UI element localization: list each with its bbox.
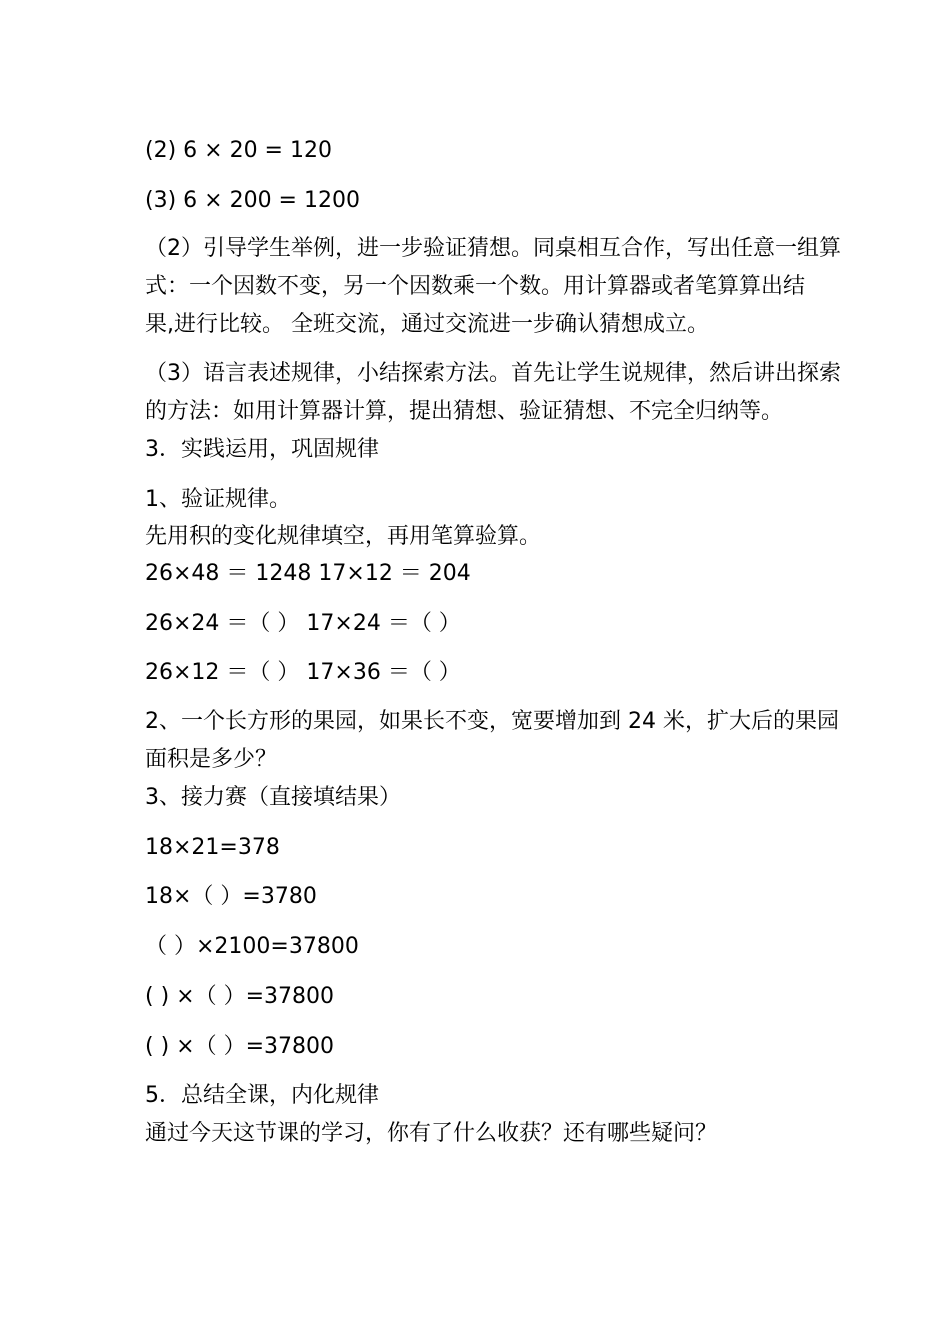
exercise-1-row-2: 26×24 ＝（ ） 17×24 ＝（ ） [145, 611, 461, 636]
exercise-2-paragraph [145, 703, 839, 779]
step-3-paragraph [145, 355, 841, 431]
step-2-paragraph [145, 230, 841, 344]
relay-line-3: （ ）×2100=37800 [145, 934, 359, 959]
equation-3: (3) 6 × 200 = 1200 [145, 188, 360, 213]
equation-2: (2) 6 × 20 = 120 [145, 138, 332, 163]
exercise-1-title: 1、验证规律。 [145, 487, 291, 512]
exercise-1-instruction: 先用积的变化规律填空，再用笔算验算。 [145, 524, 542, 549]
step-2-line-2: 式：一个因数不变，另一个因数乘一个数。用计算器或者笔算算出结 [145, 274, 806, 299]
section-3-heading: 3．实践运用，巩固规律 [145, 437, 379, 462]
step-3-line-2: 的方法：如用计算器计算，提出猜想、验证猜想、不完全归纳等。 [145, 399, 784, 424]
relay-line-1: 18×21=378 [145, 835, 280, 860]
section-5-heading: 5．总结全课，内化规律 [145, 1083, 379, 1108]
exercise-3-title: 3、接力赛（直接填结果） [145, 785, 401, 810]
exercise-2-line-2: 面积是多少？ [145, 747, 278, 772]
relay-line-5: ( ) ×（ ）=37800 [145, 1034, 334, 1059]
exercise-2-line-1: 2、一个长方形的果园，如果长不变，宽要增加到 24 米，扩大后的果园 [145, 709, 839, 734]
step-2-line-1: （2）引导学生举例，进一步验证猜想。同桌相互合作，写出任意一组算 [145, 236, 841, 261]
summary-question: 通过今天这节课的学习，你有了什么收获？还有哪些疑问？ [145, 1121, 718, 1146]
step-3-line-1: （3）语言表述规律，小结探索方法。首先让学生说规律，然后讲出探索 [145, 361, 841, 386]
relay-line-4: ( ) ×（ ）=37800 [145, 984, 334, 1009]
relay-line-2: 18×（ ）=3780 [145, 884, 317, 909]
step-2-line-3: 果,进行比较。 全班交流，通过交流进一步确认猜想成立。 [145, 312, 709, 337]
exercise-1-row-1: 26×48 ＝ 1248 17×12 ＝ 204 [145, 561, 471, 586]
exercise-1-row-3: 26×12 ＝（ ） 17×36 ＝（ ） [145, 660, 461, 685]
